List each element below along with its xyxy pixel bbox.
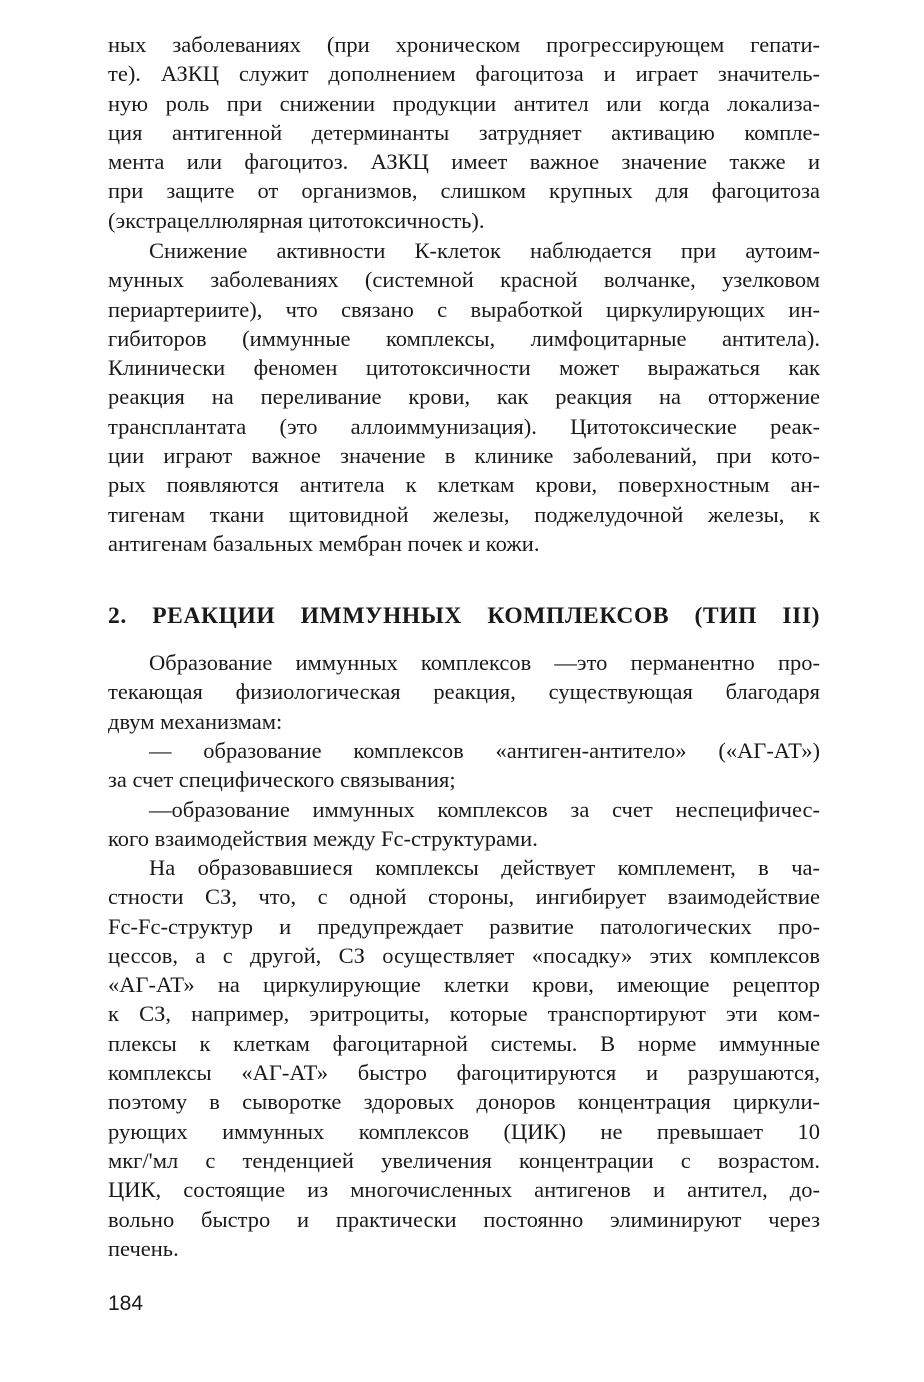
- text-line: поэтому в сыворотке здоровых доноров концентрация циркули-: [108, 1089, 820, 1115]
- text-line: Образование иммунных комплексов —это перманентно про-: [149, 650, 820, 675]
- text-line: двум механизмам:: [108, 708, 283, 734]
- paragraph-k-cells: [108, 236, 820, 558]
- text-line: — образование комплексов «антиген-антитело» («АГ-АТ»): [149, 738, 820, 763]
- text-line: печень.: [108, 1235, 179, 1261]
- text-line: плексы к клеткам фагоцитарной системы. В норме иммунные: [108, 1030, 820, 1056]
- text-line: реакция на переливание крови, как реакция на отторжение: [108, 384, 820, 410]
- text-line: Снижение активности К-клеток наблюдается при аутоим-: [149, 238, 820, 263]
- text-line: цессов, а с другой, СЗ осуществляет «посадку» этих комплексов: [108, 942, 820, 968]
- text-line: стности СЗ, что, с одной стороны, ингибирует взаимодействие: [108, 884, 820, 910]
- text-line: тигенам ткани щитовидной железы, поджелудочной железы, к: [108, 501, 820, 527]
- text-line: ции играют важное значение в клинике заболеваний, при кото-: [108, 443, 820, 469]
- section-heading: 2. РЕАКЦИИ ИММУННЫХ КОМПЛЕКСОВ (ТИП III): [108, 603, 820, 629]
- text-line: комплексы «АГ-АТ» быстро фагоцитируются и разрушаются,: [108, 1060, 820, 1086]
- text-line: —образование иммунных комплексов за счет неспецифичес-: [149, 797, 820, 822]
- text-line: мкг/'мл с тенденцией увеличения концентрации с возрастом.: [108, 1147, 820, 1173]
- text-line: ЦИК, состоящие из многочисленных антигенов и антител, до-: [108, 1177, 820, 1203]
- page-number: 184: [108, 1292, 144, 1315]
- text-line: рующих иммунных комплексов (ЦИК) не превышает 10: [108, 1118, 820, 1144]
- text-line: кого взаимодействия между Fc-структурами.: [108, 826, 538, 852]
- list-item-fc: [108, 795, 820, 854]
- text-line: рых появляются антитела к клеткам крови, поверхностным ан-: [108, 472, 820, 498]
- text-line: ную роль при снижении продукции антител или когда локализа-: [108, 90, 820, 116]
- paragraph-complement: [108, 853, 820, 1263]
- text-line: при защите от организмов, слишком крупных для фагоцитоза: [108, 178, 820, 204]
- text-line: трансплантата (это аллоиммунизация). Цитотоксические реак-: [108, 413, 820, 439]
- text-line: те). АЗКЦ служит дополнением фагоцитоза и играет значитель-: [108, 61, 820, 87]
- text-line: Клинически феномен цитотоксичности может выражаться как: [108, 355, 820, 381]
- text-line: за счет специфического связывания;: [108, 767, 456, 793]
- text-line: На образовавшиеся комплексы действует комплемент, в ча-: [149, 855, 820, 880]
- text-line: вольно быстро и практически постоянно элиминируют через: [108, 1206, 820, 1232]
- text-line: текающая физиологическая реакция, существующая благодаря: [108, 679, 820, 705]
- text-line: Fc-Fc-структур и предупреждает развитие патологических про-: [108, 913, 820, 939]
- paragraph-immune-complexes: [108, 648, 820, 736]
- paragraph-continuation: [108, 30, 820, 235]
- text-line: ных заболеваниях (при хроническом прогрессирующем гепати-: [108, 32, 820, 57]
- text-line: гибиторов (иммунные комплексы, лимфоцитарные антитела).: [108, 325, 820, 351]
- text-line: мента или фагоцитоз. АЗКЦ имеет важное значение также и: [108, 149, 820, 175]
- text-line: «АГ-АТ» на циркулирующие клетки крови, имеющие рецептор: [108, 972, 820, 998]
- text-line: мунных заболеваниях (системной красной волчанке, узелковом: [108, 267, 820, 293]
- text-line: к СЗ, например, эритроциты, которые транспортируют эти ком-: [108, 1001, 820, 1027]
- text-line: периартериите), что связано с выработкой циркулирующих ин-: [108, 296, 820, 322]
- text-line: ция антигенной детерминанты затрудняет активацию компле-: [108, 119, 820, 145]
- list-item-ag-at: [108, 736, 820, 795]
- text-line: антигенам базальных мембран почек и кожи.: [108, 530, 540, 556]
- text-line: (экстрацеллюлярная цитотоксичность).: [108, 207, 485, 233]
